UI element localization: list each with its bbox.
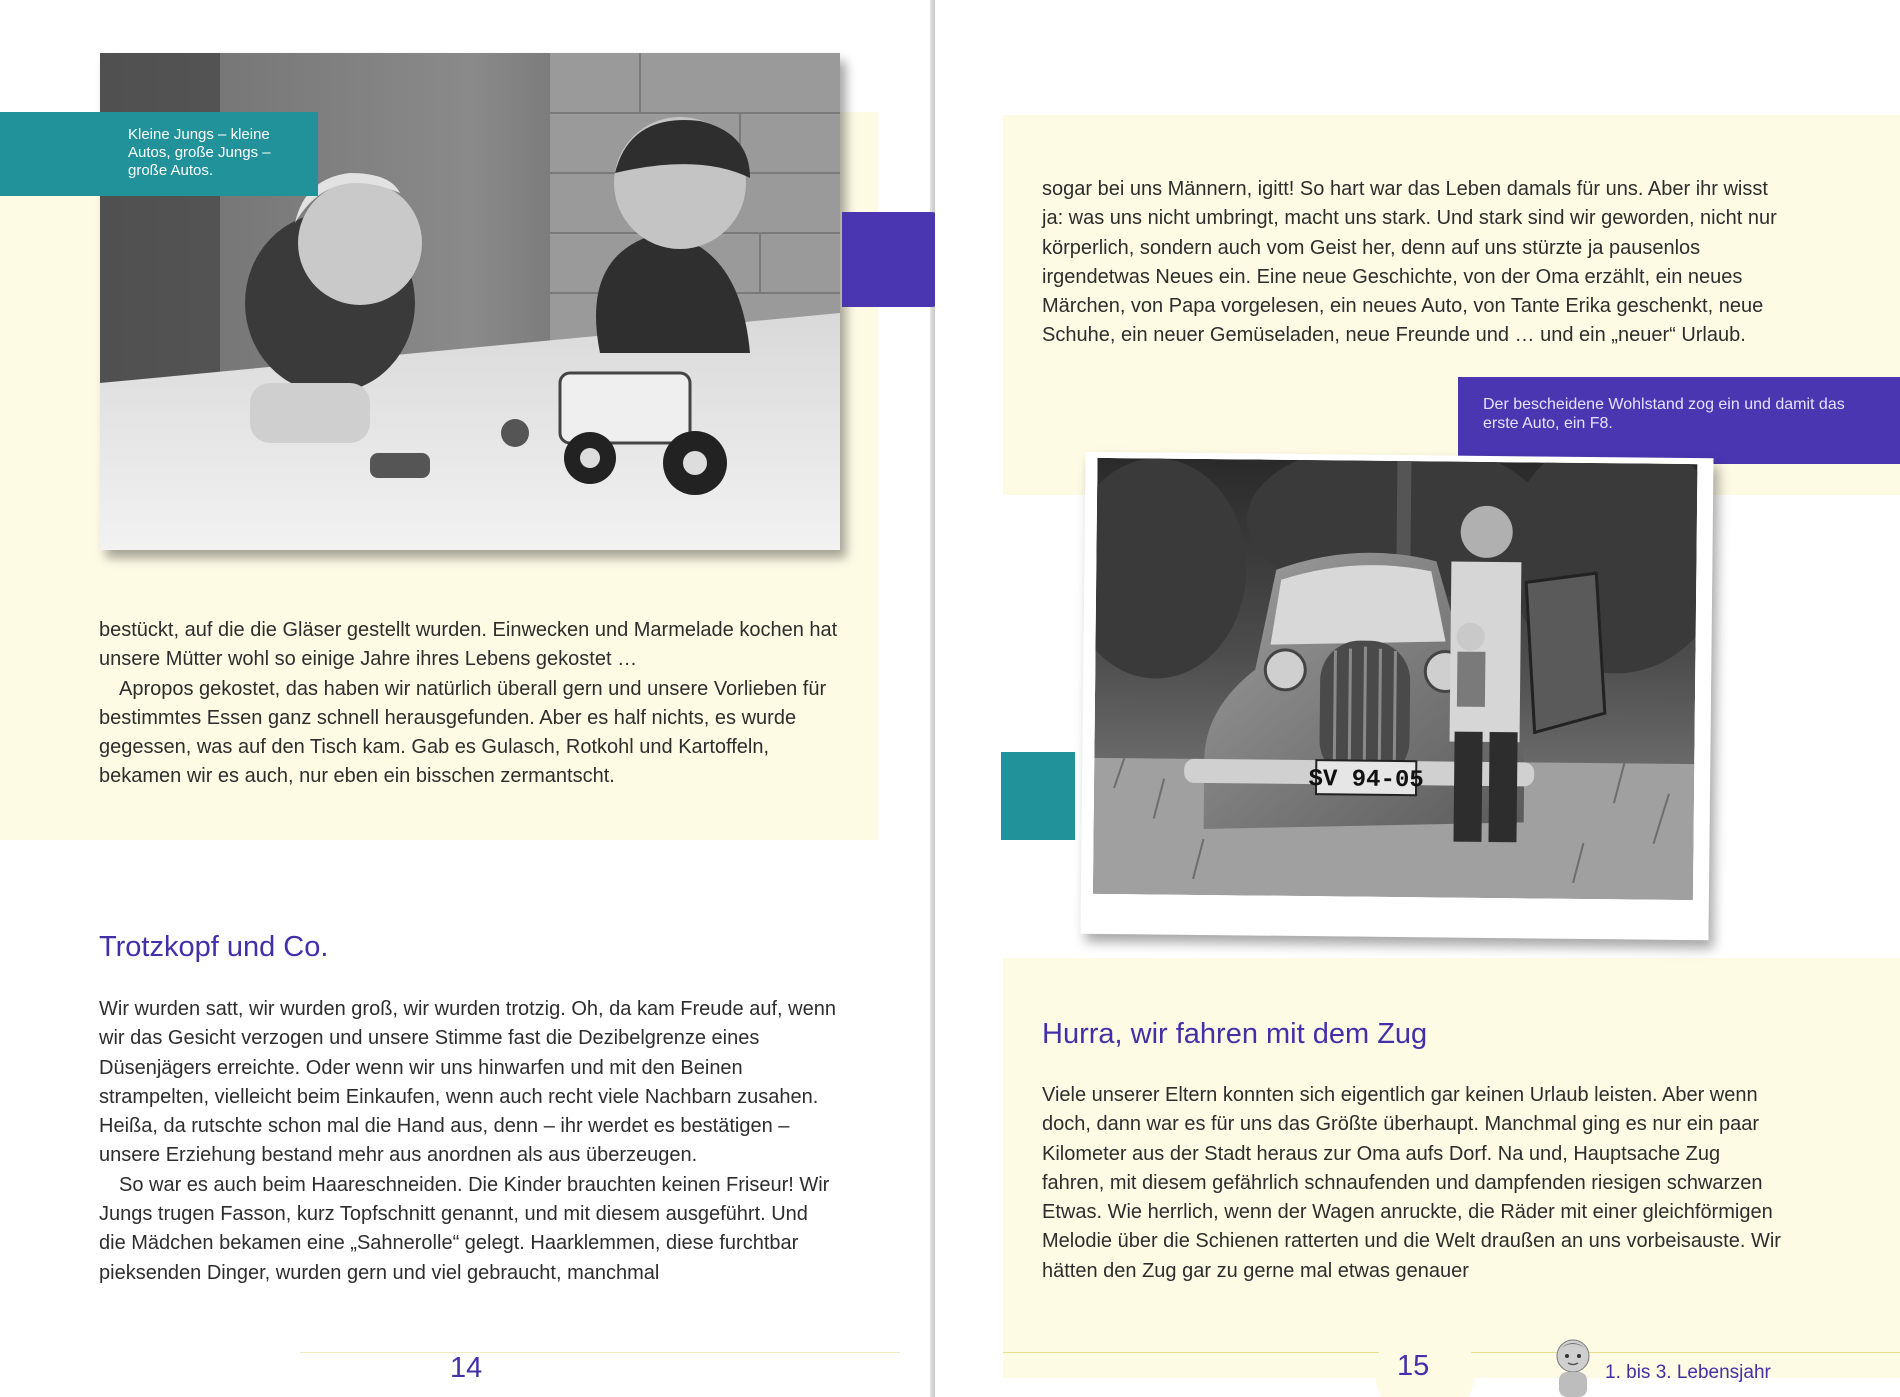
- photo-car-frame: [1080, 452, 1713, 941]
- section-heading-zug: Hurra, wir fahren mit dem Zug: [1042, 1018, 1428, 1050]
- paragraph: sogar bei uns Männern, igitt! So hart war das Leben damals für uns. Aber ihr wisst ja: was uns nicht umbringt, macht uns stark. Und stark sind wir geworden, nicht nur körperlich, sondern auch vom Geist her, denn auf uns stürzte ja pausenlos irgendetwas Neues ein. Eine neue Geschichte, von der Oma erzählt, ein neues Märchen, von Papa vorgelesen, ein neues Auto, von Tante Erika geschenkt, neue Schuhe, ein neuer Gemüseladen, neue Freunde und … und ein „neuer“ Urlaub.: [1042, 178, 1777, 347]
- paragraph: So war es auch beim Haareschneiden. Die Kinder brauchten keinen Friseur! Wir Jungs trugen Fasson, kurz Topfschnitt genannt, und mit diesem ausgeführt. Und die Mädchen bekamen eine „Sahnerolle“ gelegt. Haarklemmen, diese furchtbar pieksenden Dinger, wurden gern und viel gebraucht, manchmal: [99, 1173, 830, 1284]
- paragraph: Apropos gekostet, das haben wir natürlich überall gern und unsere Vorlieben für bestimmtes Essen ganz schnell herausgefunden. Aber es half nichts, es wurde gegessen, was auf den Tisch kam. Gab es Gulasch, Rotkohl und Kartoffeln, bekamen wir es auch, nur eben ein bisschen zermantscht.: [99, 677, 827, 788]
- photo-caption-right-text: Der bescheidene Wohlstand zog ein und damit das erste Auto, ein F8.: [1483, 396, 1845, 432]
- right-page: [935, 0, 1900, 1397]
- right-section-text: [1042, 1081, 1782, 1286]
- photo-car-image: [1093, 458, 1698, 900]
- photo-caption-left: [0, 112, 318, 196]
- photo-caption-left-text: Kleine Jungs – kleine Autos, große Jungs – große Autos.: [128, 126, 271, 179]
- chapter-label: 1. bis 3. Lebensjahr: [1605, 1362, 1771, 1383]
- baby-photo-icon-image: [1553, 1336, 1593, 1397]
- footer-rule-left: [300, 1352, 900, 1353]
- left-section-text: [99, 995, 839, 1288]
- baby-photo-icon: [1553, 1336, 1593, 1397]
- paragraph: Wir wurden satt, wir wurden groß, wir wurden trotzig. Oh, da kam Freude auf, wenn wir das Gesicht verzogen und unsere Stimme fast die Dezibelgrenze eines Düsenjägers erreichte. Oder wenn wir uns hinwarfen und mit den Beinen strampelten, vielleicht beim Einkaufen, wenn auch recht viele Nachbarn zusahen. Heißa, da rutschte schon mal die Hand aus, denn – ihr werdet es bestätigen – unsere Erziehung bestand mehr aus anordnen als aus überzeugen.: [99, 998, 836, 1167]
- right-intro-text: [1042, 175, 1782, 351]
- paragraph: bestückt, auf die die Gläser gestellt wurden. Einwecken und Marmelade kochen hat unsere Mütter wohl so einige Jahre ihres Lebens gekostet …: [99, 619, 838, 671]
- section-heading-trotzkopf: Trotzkopf und Co.: [99, 931, 329, 963]
- teal-accent-square: [1001, 752, 1075, 840]
- left-continuation-text: [99, 616, 839, 792]
- violet-tab-gutter: [842, 212, 938, 307]
- page-number-right: 15: [1397, 1350, 1430, 1382]
- page-number-left: 14: [450, 1352, 483, 1384]
- photo-car: [1093, 458, 1698, 900]
- photo-caption-right: [1458, 377, 1900, 464]
- paragraph: Viele unserer Eltern konnten sich eigentlich gar keinen Urlaub leisten. Aber wenn doch, dann war es für uns das Größte überhaupt. Manchmal ging es nur ein paar Kilometer aus der Stadt heraus zur Oma aufs Dorf. Na und, Hauptsache Zug fahren, mit diesem gefährlich schnaufenden und dampfenden riesigen schwarzen Etwas. Wie herrlich, wenn der Wagen anruckte, die Räder mit einer gleichförmigen Melodie über die Schienen ratterten und die Welt draußen an uns vorbeisauste. Wir hätten den Zug gar zu gerne mal etwas genauer: [1042, 1084, 1781, 1282]
- license-plate-text: SV 94-05: [1308, 766, 1424, 795]
- left-page: [0, 0, 935, 1397]
